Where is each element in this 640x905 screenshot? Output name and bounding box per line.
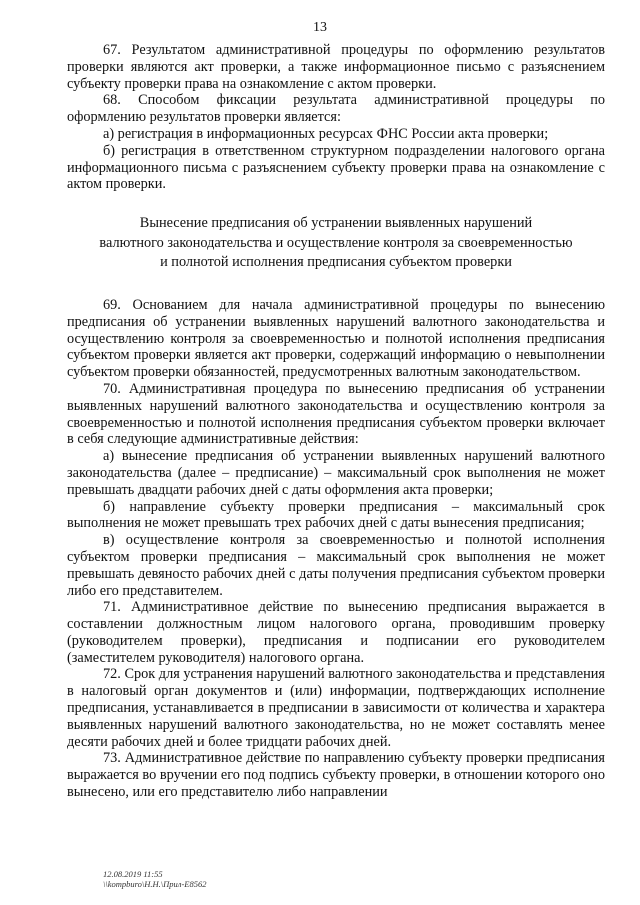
file-footer bbox=[103, 869, 207, 889]
footer-file-path: \\kompburo\Н.Н.\Прил-Е8562 bbox=[103, 879, 207, 889]
paragraph-70: 70. Административная процедура по вынесению предписания об устранении выявленных нарушений валютного законодательства и осуществлению контроля за своевременностью и полнотой исполнения предписания субъектом проверки включает в себя следующие административные действия: bbox=[67, 380, 605, 448]
paragraph-70-item-a: а) вынесение предписания об устранении выявленных нарушений валютного законодательства (далее – предписание) – максимальный срок выполнения не может превышать двадцати рабочих дней с даты оформления акта проверки; bbox=[67, 448, 605, 498]
section-heading-line: и полнотой исполнения предписания субъектом проверки bbox=[160, 254, 512, 271]
paragraph-73: 73. Административное действие по направлению субъекту проверки предписания выражается во вручении его под подпись субъекту проверки, в отношении которого оно вынесено, или его представителю либо направлении bbox=[67, 750, 605, 801]
paragraph-68: 68. Способом фиксации результата административной процедуры по оформлению результатов проверки является: bbox=[67, 92, 605, 126]
paragraph-67: 67. Результатом административной процедуры по оформлению результатов проверки являются акт проверки, а также информационное письмо с разъяснением субъекту проверки права на ознакомление с актом проверки. bbox=[67, 42, 605, 92]
paragraph-72: 72. Срок для устранения нарушений валютного законодательства и представления в налоговый орган документов и (или) информации, подтверждающих исполнение предписания, устанавливается в предписании в зависимости от количества и характера выявленных нарушений валютного законодательства, но не может составлять менее десяти рабочих дней и более тридцати рабочих дней. bbox=[67, 666, 605, 750]
paragraph-68-item-b: б) регистрация в ответственном структурном подразделении налогового органа информационного письма с разъяснением субъекту проверки права на ознакомление с актом проверки. bbox=[67, 142, 605, 193]
page-number: 13 bbox=[313, 20, 327, 35]
paragraph-68-item-a: а) регистрация в информационных ресурсах ФНС России акта проверки; bbox=[103, 125, 549, 142]
section-heading-line: Вынесение предписания об устранении выявленных нарушений bbox=[139, 215, 533, 232]
paragraph-70-item-c: в) осуществление контроля за своевременностью и полнотой исполнения субъектом проверки предписания – максимальный срок выполнения не может превышать девяносто рабочих дней с даты получения предписания субъектом проверки либо его представителем. bbox=[67, 532, 605, 599]
footer-timestamp: 12.08.2019 11:55 bbox=[103, 869, 163, 879]
document-body bbox=[67, 42, 605, 801]
section-heading-line: валютного законодательства и осуществление контроля за своевременностью bbox=[99, 234, 573, 251]
paragraph-70-item-b: б) направление субъекту проверки предписания – максимальный срок выполнения не может превышать трех рабочих дней с даты вынесения предписания; bbox=[67, 498, 605, 532]
paragraph-69: 69. Основанием для начала административной процедуры по вынесению предписания об устранении выявленных нарушений валютного законодательства и осуществлению контроля за своевременностью и полнотой исполнения предписания субъектом проверки является акт проверки, содержащий информацию о невыполнении субъектом проверки обязанностей, предусмотренных валютным законодательством. bbox=[67, 296, 605, 381]
paragraph-71: 71. Административное действие по вынесению предписания выражается в составлении должностным лицом налогового органа, проводившим проверку (руководителем проверки), предписания и подписании его руководителем (заместителем руководителя) налогового органа. bbox=[67, 599, 605, 666]
section-heading bbox=[67, 214, 605, 273]
